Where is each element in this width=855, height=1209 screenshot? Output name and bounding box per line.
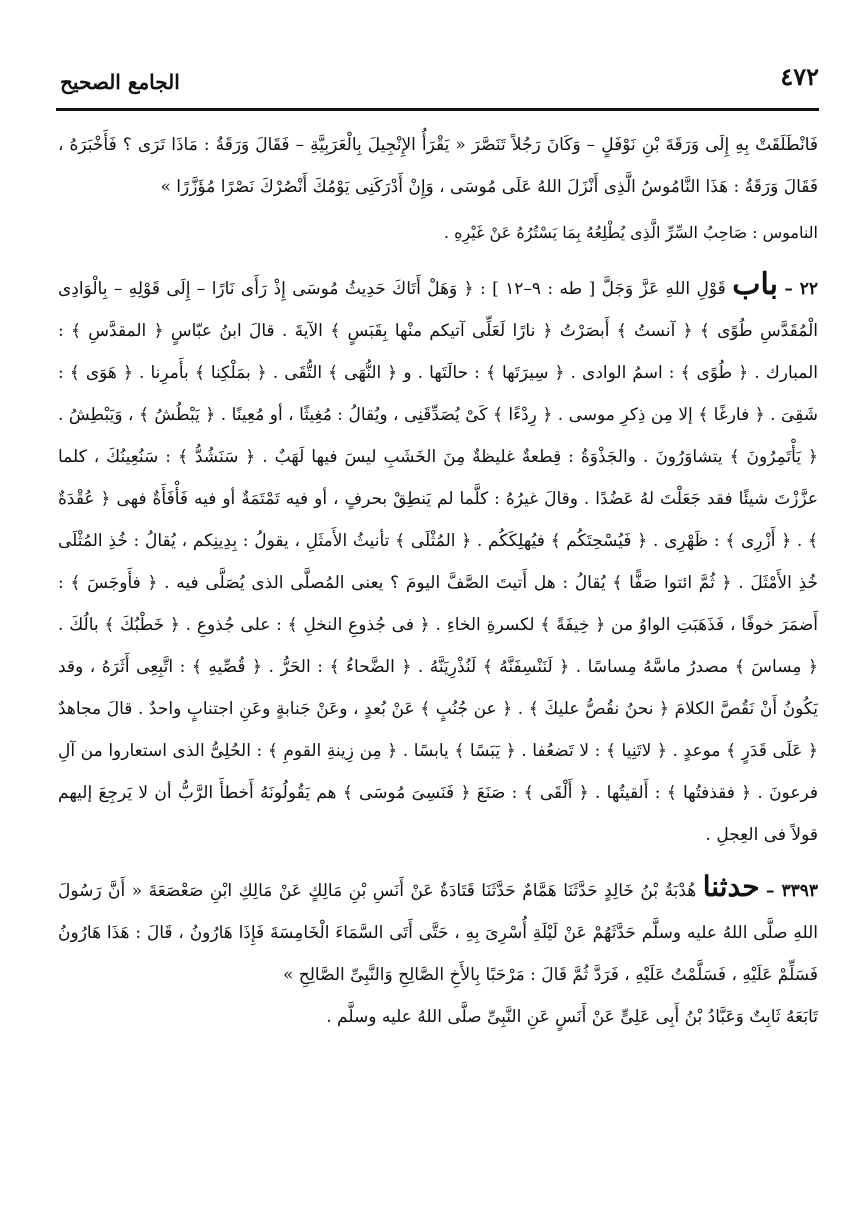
page-body <box>58 124 818 1038</box>
page-number: ٤٧٢ <box>780 62 819 91</box>
hadith-paragraph <box>58 866 818 996</box>
header-rule <box>56 108 819 111</box>
running-title: الجامع الصحيح <box>60 70 180 94</box>
corroboration-line: تَابَعَهُ ثَابِتٌ وَعَبَّادُ بْنُ أَبِى عَلِىٍّ عَنْ أَنَسٍ عَنِ النَّبِىِّ صلَّى اللهُ عليه وسلَّم . <box>326 1007 818 1027</box>
chapter-text: قَوْلِ اللهِ عَزَّ وَجَلَّ [ طه : ٩–١٢ ] : ﴿ وَهَلْ أَتَاكَ حَدِيثُ مُوسَى إِذْ رَأَى نَارًا – إِلَى قَوْلِهِ – بِالْوَادِى الْمُقَدَّسِ طُوًى ﴾ ﴿ آنستُ ﴾ أَبصَرْتُ ﴿ نارًا لَعَلِّى آتيكم منْها بِقَبَسٍ ﴾ الآيةَ . قالَ ابنُ عبّاسٍ ﴿ المقدَّسِ ﴾ : المبارك . ﴿ طُوًى ﴾ : اسمُ الوادى . ﴿ سِيرَتَها ﴾ : حالَتَها . و ﴿ النُّهَى ﴾ التُّقَى . ﴿ بمَلْكِنا ﴾ بأَمرِنا . ﴿ هَوَى ﴾ : شَقِىَ . ﴿ فارغًا ﴾ إلا مِن ذِكرِ موسى . ﴿ رِدْءًا ﴾ كَىْ يُصَدِّقَنِى ، ويُقالُ : مُغِيثًا ، أو مُعِينًا . ﴿ يَبْطُشُ ﴾ ، وَيَبْطِشُ . ﴿ يَأْتَمِرُونَ ﴾ يتشاوَرُونَ . والجَذْوَةُ : قِطعةٌ غليظةٌ مِنَ الخَشَبِ ليسَ فيها لَهَبٌ . ﴿ سَنَشُدُّ ﴾ : سَنُعِينُكَ ، كلما عزَّزْتَ شيئًا فقد جَعَلْتَ لهُ عَضُدًا . وقالَ غيرُهُ : كلَّما لم يَنطِقْ بحرفٍ ، أو فيه تَمْتَمَةٌ أو فيه فَأْفَأَةٌ فهى ﴿ عُقْدَةٌ ﴾ . ﴿ أَزْرِى ﴾ : ظَهْرِى . ﴿ فَيُسْحِتَكُم ﴾ فيُهلِكَكُم . ﴿ المُثْلَى ﴾ تأنيثُ الأَمثَلِ ، يقولُ : بِدِينِكم ، يُقالُ : خُذِ المُثْلَى خُذِ الأَمْثَلَ . ﴿ ثُمَّ ائتوا صَفًّا ﴾ يُقالُ : هل أَتيتَ الصَّفَّ اليومَ ؟ يعنى المُصلَّى الذى يُصَلَّى فيه . ﴿ فأَوجَسَ ﴾ : أَضمَرَ خوفًا ، فَذَهَبَتِ الواوُ من ﴿ خِيفَةً ﴾ لكسرةِ الخاءِ . ﴿ فى جُذوعِ النخلِ ﴾ : على جُذوعِ . ﴿ خَطْبُكَ ﴾ بالُكَ . ﴿ مِساسَ ﴾ مصدرُ ماسَّهُ مِساسًا . ﴿ لَنَنْسِفَنَّهُ ﴾ لَنُذْرِيَنَّهُ . ﴿ الضَّحاءُ ﴾ : الحَرُّ . ﴿ قُصِّيهِ ﴾ : اتَّبِعِى أَثَرَهُ ، وقد يَكُونُ أَنْ نَقُصَّ الكلامَ ﴿ نحنُ نقُصُّ عليكَ ﴾ . ﴿ عن جُنُبٍ ﴾ عَنْ بُعدٍ ، وعَنْ جَنابةٍ وعَنِ اجتنابٍ واحدٌ . قالَ مجاهدٌ ﴿ عَلَى قَدَرٍ ﴾ موعدٍ . ﴿ لاتَنِيا ﴾ : لا تَضعُفا . ﴿ يَبَسًا ﴾ يابسًا . ﴿ مِن زِينةِ القومِ ﴾ : الحُلِىُّ الذى استعاروا من آلِ فرعونَ . ﴿ فقذفتُها ﴾ : أَلقيتُها . ﴿ أَلْقَى ﴾ : صَنَعَ ﴿ فَنَسِىَ مُوسَى ﴾ هم يَقُولُونَهُ أَخطأَ الرَّبُّ أن لا يَرجِعَ إليهم قولاً فى العِجلِ . <box>58 279 818 845</box>
chapter-number: ٢٢ – <box>784 279 818 299</box>
spacer <box>58 856 818 866</box>
hadith-number: ٣٣٩٣ – <box>766 881 819 901</box>
explanatory-note: الناموس : صَاحِبُ السِّرِّ الَّذِى يُطْلِعُهُ بِمَا يَسْتُرُهُ عَنْ غَيْرِهِ . <box>443 223 818 242</box>
chapter-heading: باب <box>732 267 778 302</box>
chapter-paragraph <box>58 264 818 856</box>
hadith-heading: حدثنا <box>702 870 760 903</box>
hadith-text: هُدْبَةُ بْنُ خَالِدٍ حَدَّثَنَا هَمَّامٌ حَدَّثَنَا قَتَادَةُ عَنْ أَنَسِ بْنِ مَالِكٍ عَنْ مَالِكِ ابْنِ صَعْصَعَةَ « أَنَّ رَسُولَ اللهِ صلَّى اللهُ عليه وسلَّم حَدَّثَهُمْ عَنْ لَيْلَةِ أُسْرِىَ بِهِ ، حَتَّى أَتَى السَّمَاءَ الْخَامِسَةَ فَإِذَا هَارُونُ ، قَالَ : هَذَا هَارُونُ فَسَلِّمْ عَلَيْهِ ، فَسَلَّمْتُ عَلَيْهِ ، فَرَدَّ ثُمَّ قَالَ : مَرْحَبًا بِالأَخِ الصَّالِحِ وَالنَّبِىِّ الصَّالِحِ » <box>58 881 818 985</box>
hadith-continuation-paragraph: فَانْطَلَقَتْ بِهِ إِلَى وَرَقَةَ بْنِ نَوْفَلٍ – وَكَانَ رَجُلاً تَنَصَّرَ « يَقْرَأُ الإِنْجِيلَ بِالْعَرَبِيَّةِ – فَقَالَ وَرَقَةُ : مَاذَا تَرَى ؟ فَأَخْبَرَهُ ، فَقَالَ وَرَقَةُ : هَذَا النَّامُوسُ الَّذِى أَنْزَلَ اللهُ عَلَى مُوسَى ، وَإِنْ أَدْرَكَنِى يَوْمُكَ أَنْصُرْكَ نَصْرًا مُؤَزَّرًا » <box>58 135 818 197</box>
spacer <box>58 254 818 264</box>
page-header <box>56 62 819 106</box>
